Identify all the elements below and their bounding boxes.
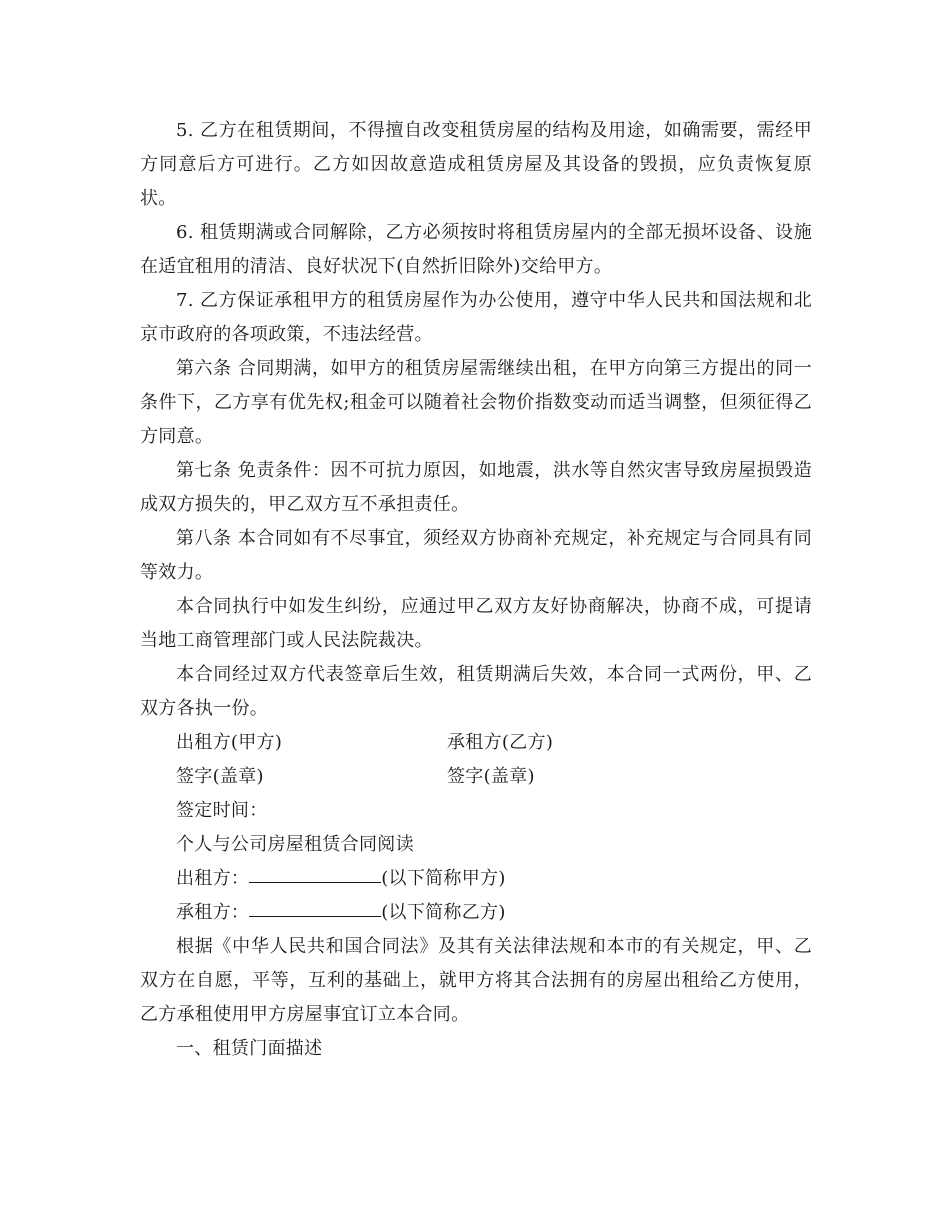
- article-6: 第六条 合同期满，如甲方的租赁房屋需继续出租，在甲方向第三方提出的同一条件下，乙方享有优先权;租金可以随着社会物价指数变动而适当调整，但须征得乙方同意。: [140, 358, 812, 447]
- dispute-clause: 本合同执行中如发生纠纷，应通过甲乙双方友好协商解决，协商不成，可提请当地工商管理部门或人民法院裁决。: [140, 596, 812, 651]
- lessee-blank: [249, 896, 381, 917]
- clause-7: 7. 乙方保证承租甲方的租赁房屋作为办公使用，遵守中华人民共和国法规和北京市政府的各项政策，不违法经营。: [140, 290, 812, 345]
- signature-sign-row: [140, 760, 812, 794]
- lessee-suffix: (以下简称乙方): [381, 902, 506, 923]
- lessee-sign: 签字(盖章): [447, 766, 535, 787]
- section-one-heading: 一、租赁门面描述: [176, 1038, 323, 1059]
- signature-party-row: [140, 726, 812, 760]
- clause-6: 6. 租赁期满或合同解除，乙方必须按时将租赁房屋内的全部无损坏设备、设施在适宜租用的清洁、良好状况下(自然折旧除外)交给甲方。: [140, 222, 812, 277]
- second-contract-title: 个人与公司房屋租赁合同阅读: [176, 834, 414, 855]
- lessor-blank: [249, 862, 381, 883]
- lessor-suffix: (以下简称甲方): [381, 868, 506, 889]
- lessee-label: 承租方(乙方): [447, 732, 554, 753]
- lessor-sign: 签字(盖章): [176, 766, 264, 787]
- signing-date-label: 签定时间：: [176, 800, 268, 821]
- article-8: 第八条 本合同如有不尽事宜，须经双方协商补充规定，补充规定与合同具有同等效力。: [140, 528, 812, 583]
- second-contract-title-row: [140, 828, 812, 862]
- lessor-line: [140, 862, 812, 896]
- lessee-line: [140, 896, 812, 930]
- lessee-prefix: 承租方：: [176, 902, 250, 923]
- article-7: 第七条 免责条件：因不可抗力原因，如地震，洪水等自然灾害导致房屋损毁造成双方损失的，甲乙双方互不承担责任。: [140, 460, 812, 515]
- lessor-label: 出租方(甲方): [176, 732, 283, 753]
- document-body: [140, 114, 812, 1066]
- effect-clause: 本合同经过双方代表签章后生效，租赁期满后失效，本合同一式两份，甲、乙双方各执一份。: [140, 664, 812, 719]
- lessor-prefix: 出租方：: [176, 868, 250, 889]
- clause-5: 5. 乙方在租赁期间，不得擅自改变租赁房屋的结构及用途，如确需要，需经甲方同意后方可进行。乙方如因故意造成租赁房屋及其设备的毁损，应负责恢复原状。: [140, 120, 812, 209]
- contract-intro: 根据《中华人民共和国合同法》及其有关法律法规和本市的有关规定，甲、乙双方在自愿，平等，互利的基础上，就甲方将其合法拥有的房屋出租给乙方使用，乙方承租使用甲方房屋事宜订立本合同。: [140, 936, 812, 1025]
- signing-date-row: [140, 794, 812, 828]
